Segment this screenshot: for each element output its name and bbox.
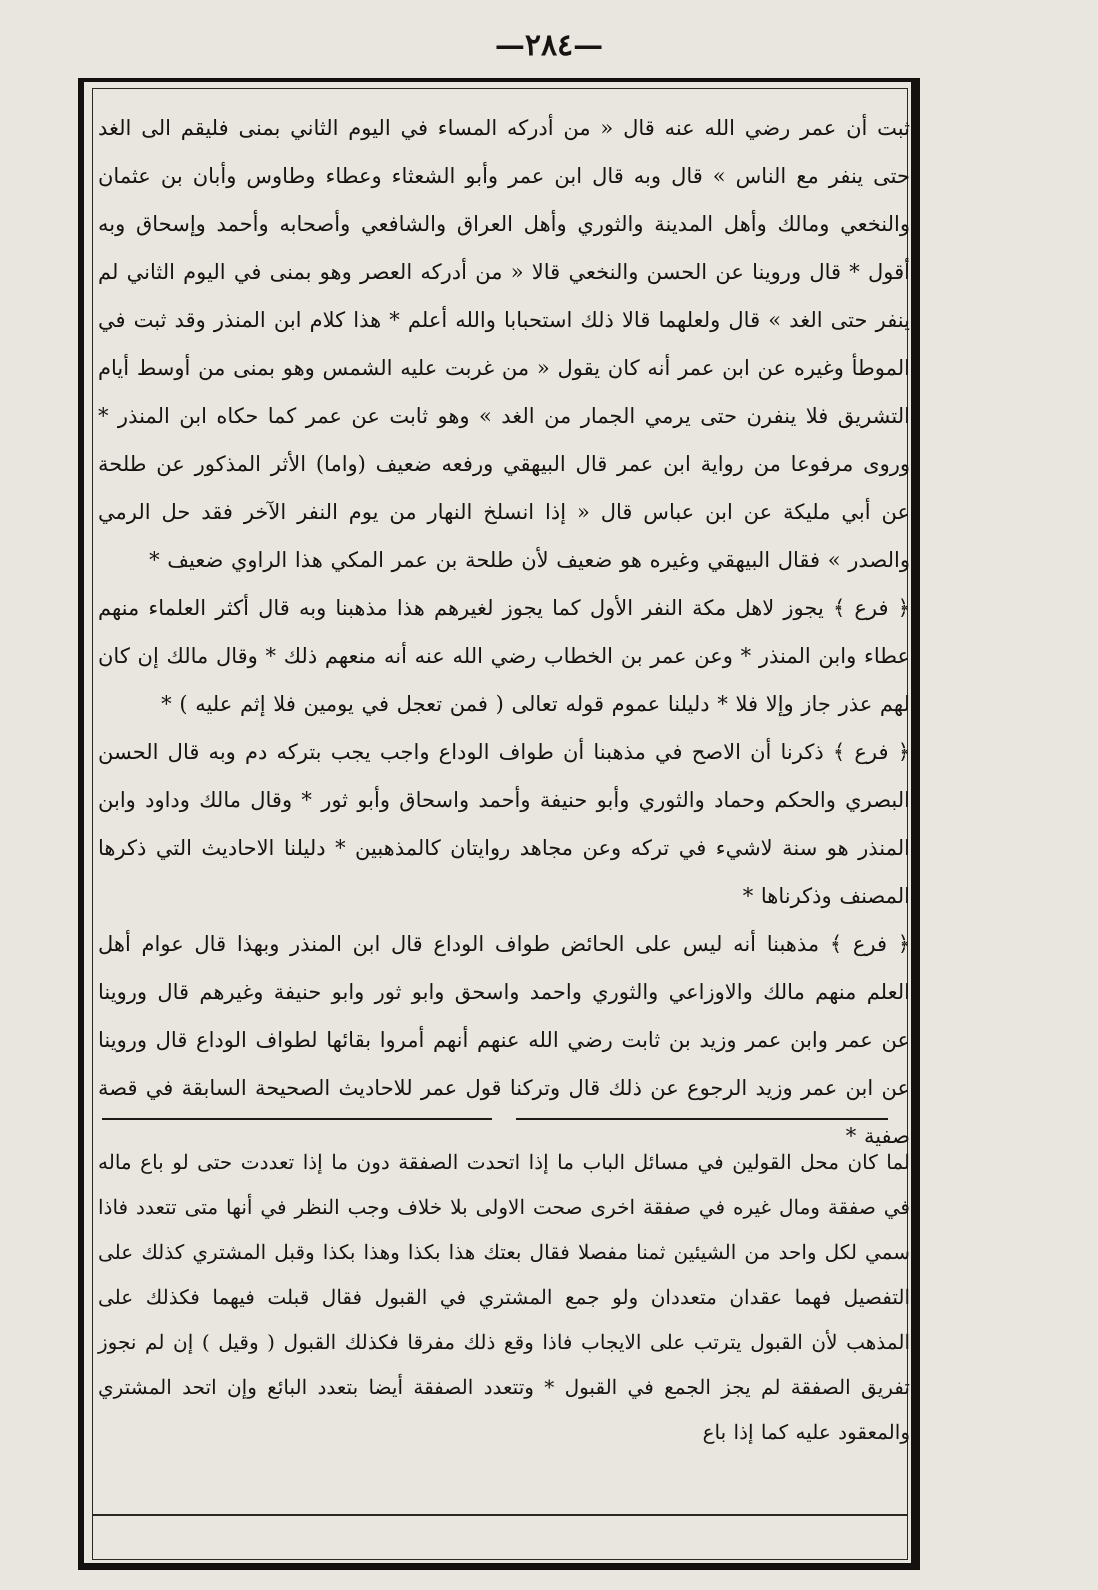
main-paragraph-1: ثبت أن عمر رضي الله عنه قال « من أدركه المساء في اليوم الثاني بمنى فليقم الى الغد حتى ينفر مع الناس » قال وبه قال ابن عمر وأبو الشعثاء وعطاء وطاوس وأبان بن عثمان والنخعي ومالك وأهل المدينة والثوري وأهل العراق والشافعي وأصحابه وأحمد وإسحاق وبه أقول * قال وروينا عن الحسن والنخعي قالا « من أدركه العصر وهو بمنى في اليوم الثاني لم ينفر حتى الغد » قال ولعلهما قالا ذلك استحبابا والله أعلم * هذا كلام ابن المنذر وقد ثبت في الموطأ وغيره عن ابن عمر أنه كان يقول « من غربت عليه الشمس وهو بمنى من أوسط أيام التشريق فلا ينفرن حتى يرمي الجمار من الغد » وهو ثابت عن عمر كما حكاه ابن المنذر * وروى مرفوعا من رواية ابن عمر قال البيهقي ورفعه ضعيف (واما) الأثر المذكور عن طلحة عن أبي مليكة عن ابن عباس قال « إذا انسلخ النهار من يوم النفر الآخر فقد حل الرمي والصدر » فقال البيهقي وغيره هو ضعيف لأن طلحة بن عمر المكي هذا الراوي ضعيف * xyxy=(98,116,910,572)
page-number: —٢٨٤— xyxy=(494,28,604,63)
separator-rule-left xyxy=(102,1118,492,1120)
separator-rule-right xyxy=(516,1118,888,1120)
main-paragraph-2: ﴿ فرع ﴾ يجوز لاهل مكة النفر الأول كما يجوز لغيرهم هذا مذهبنا وبه قال أكثر العلماء منهم عطاء وابن المنذر * وعن عمر بن الخطاب رضي الله عنه أنه منعهم ذلك * وقال مالك إن كان لهم عذر جاز وإلا فلا * دليلنا عموم قوله تعالى ( فمن تعجل في يومين فلا إثم عليه ) * xyxy=(98,596,910,716)
section-separator xyxy=(102,1118,888,1126)
commentary-text-block xyxy=(98,1140,910,1444)
commentary-paragraph: لما كان محل القولين في مسائل الباب ما إذا اتحدت الصفقة دون ما إذا تعددت حتى لو باع ماله في صفقة ومال غيره في صفقة اخرى صحت الاولى بلا خلاف وجب النظر في أنها متى تتعدد فاذا سمي لكل واحد من الشيئين ثمنا مفصلا فقال بعتك هذا بكذا وهذا بكذا وقبل المشتري كذلك على التفصيل فهما عقدان متعددان ولو جمع المشتري في القبول فقال قبلت فيهما فكذلك على المذهب لأن القبول يترتب على الايجاب فاذا وقع ذلك مفرقا فكذلك القبول ( وقيل ) إن لم نجوز تفريق الصفقة لم يجز الجمع في القبول * وتتعدد الصفقة أيضا بتعدد البائع وإن اتحد المشتري والمعقود عليه كما إذا باع xyxy=(98,1150,910,1444)
main-text-block xyxy=(98,104,910,1148)
main-paragraph-4: ﴿ فرع ﴾ مذهبنا أنه ليس على الحائض طواف الوداع قال ابن المنذر وبهذا قال عوام أهل العلم منهم مالك والاوزاعي والثوري واحمد واسحق وابو ثور وابو حنيفة وغيرهم قال وروينا عن عمر وابن عمر وزيد بن ثابت رضي الله عنهم أنهم أمروا بقائها لطواف الوداع قال وروينا عن ابن عمر وزيد الرجوع عن ذلك قال وتركنا قول عمر للاحاديث الصحيحة السابقة في قصة صفية * xyxy=(98,932,910,1148)
bottom-rule xyxy=(92,1514,908,1516)
main-paragraph-3: ﴿ فرع ﴾ ذكرنا أن الاصح في مذهبنا أن طواف الوداع واجب يجب بتركه دم وبه قال الحسن البصري والحكم وحماد والثوري وأبو حنيفة وأحمد واسحاق وأبو ثور * وقال مالك وداود وابن المنذر هو سنة لاشيء في تركه وعن مجاهد روايتان كالمذهبين * دليلنا الاحاديث التي ذكرها المصنف وذكرناها * xyxy=(98,740,910,908)
